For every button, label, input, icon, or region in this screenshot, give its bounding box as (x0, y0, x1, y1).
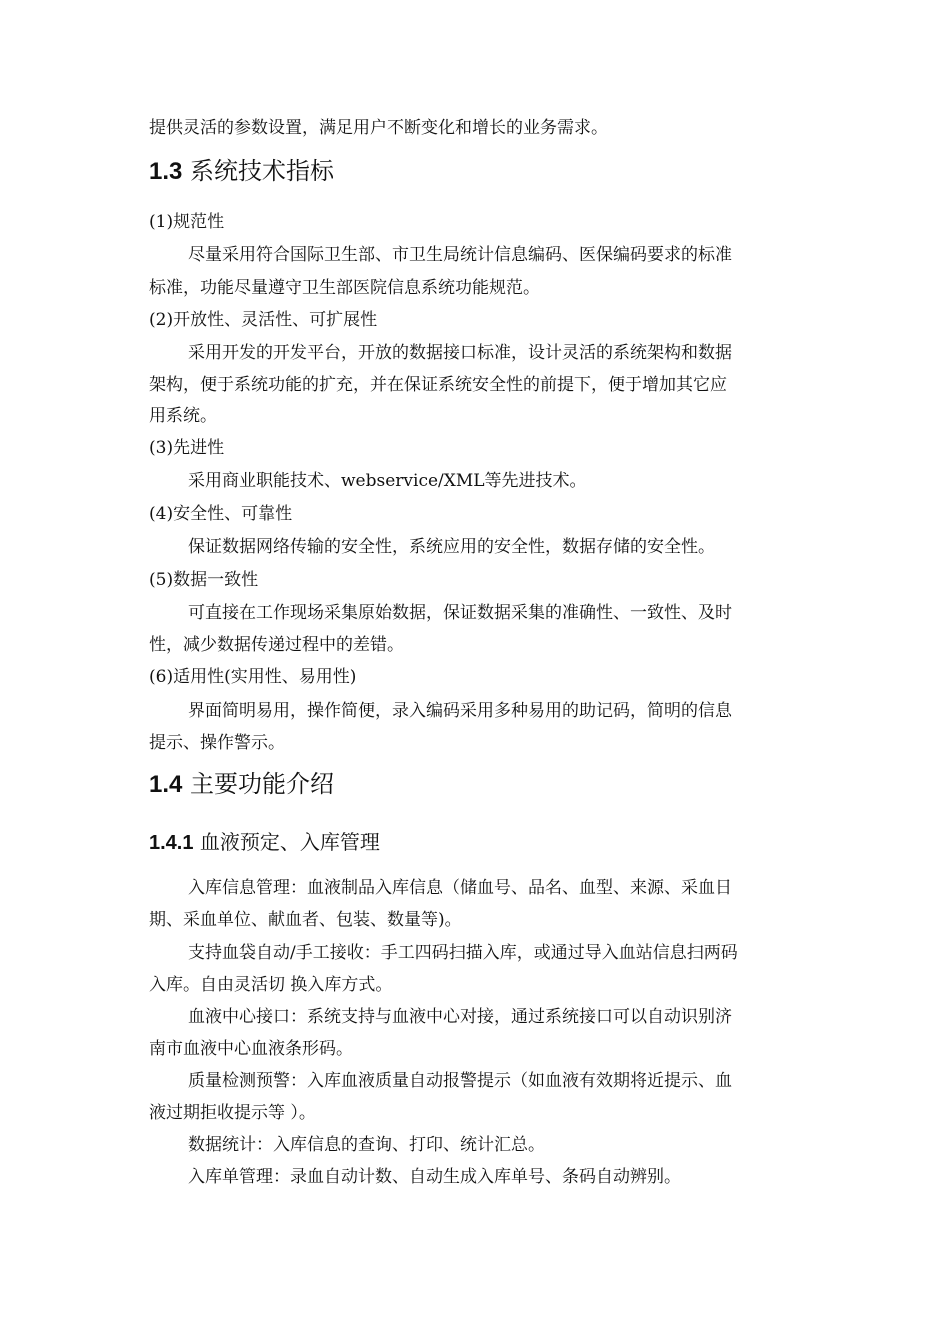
paragraph-line: 标准，功能尽量遵守卫生部医院信息系统功能规范。 (149, 278, 540, 298)
paragraph-line: 性，减少数据传递过程中的差错。 (149, 635, 404, 655)
subsection-title: 血液预定、入库管理 (199, 830, 380, 854)
section-title: 主要功能介绍 (190, 770, 335, 798)
paragraph-line: 南市血液中心血液条形码。 (149, 1039, 353, 1059)
paragraph-line: 尽量采用符合国际卫生部、市卫生局统计信息编码、医保编码要求的标准 (188, 245, 732, 265)
item-heading: (3)先进性 (149, 438, 225, 458)
section-heading-1-4 (149, 769, 334, 799)
item-heading: (4)安全性、可靠性 (149, 504, 293, 524)
section-heading-1-3 (149, 156, 334, 186)
intro-line: 提供灵活的参数设置，满足用户不断变化和增长的业务需求。 (149, 118, 608, 138)
item-heading: (5)数据一致性 (149, 570, 259, 590)
paragraph-line: 液过期拒收提示等 ）。 (149, 1103, 316, 1123)
paragraph-line: 采用开发的开发平台，开放的数据接口标准，设计灵活的系统架构和数据 (188, 343, 732, 363)
subsection-number: 1.4.1 (149, 832, 194, 854)
paragraph-line: 采用商业职能技术、webservice/XML等先进技术。 (188, 471, 587, 491)
paragraph-line: 血液中心接口：系统支持与血液中心对接，通过系统接口可以自动识别济 (188, 1007, 732, 1027)
subsection-heading-1-4-1 (149, 829, 380, 855)
section-title: 系统技术指标 (190, 157, 335, 185)
item-heading: (6)适用性(实用性、易用性) (149, 667, 357, 687)
paragraph-line: 保证数据网络传输的安全性，系统应用的安全性，数据存储的安全性。 (188, 537, 715, 557)
section-number: 1.4 (149, 771, 183, 798)
paragraph-line: 数据统计：入库信息的查询、打印、统计汇总。 (188, 1135, 545, 1155)
paragraph-line: 期、采血单位、献血者、包装、数量等)。 (149, 910, 462, 930)
paragraph-line: 用系统。 (149, 406, 217, 426)
section-number: 1.3 (149, 158, 183, 185)
paragraph-line: 入库信息管理：血液制品入库信息（储血号、品名、血型、来源、采血日 (188, 878, 732, 898)
paragraph-line: 质量检测预警：入库血液质量自动报警提示（如血液有效期将近提示、血 (188, 1071, 732, 1091)
paragraph-line: 入库单管理：录血自动计数、自动生成入库单号、条码自动辨别。 (188, 1167, 681, 1187)
paragraph-line: 提示、操作警示。 (149, 733, 285, 753)
item-heading: (1)规范性 (149, 212, 225, 232)
paragraph-line: 架构，便于系统功能的扩充，并在保证系统安全性的前提下，便于增加其它应 (149, 375, 727, 395)
paragraph-line: 界面简明易用，操作简便，录入编码采用多种易用的助记码，简明的信息 (188, 701, 732, 721)
item-heading: (2)开放性、灵活性、可扩展性 (149, 310, 378, 330)
paragraph-line: 支持血袋自动/手工接收：手工四码扫描入库，或通过导入血站信息扫两码 (188, 943, 738, 963)
paragraph-line: 可直接在工作现场采集原始数据，保证数据采集的准确性、一致性、及时 (188, 603, 732, 623)
paragraph-line: 入库。自由灵活切 换入库方式。 (149, 975, 393, 995)
